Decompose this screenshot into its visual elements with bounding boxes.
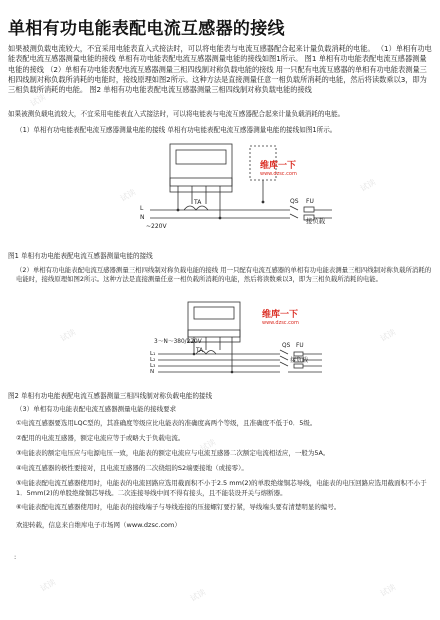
requirement-item: ②配用的电流互感器，额定电流应等于或略大于负载电流。 [16, 434, 185, 442]
figure-1-caption: 图1 单相有功电能表配电流互感器测量电能的接线 [8, 252, 153, 260]
requirement-item: ④电流互感器的极性要接对，且电流互感器的二次绕组的S2端要接地（或接零）。 [16, 464, 248, 472]
paragraph-1: 如果被测负载电流较大，不宜采用电能表直入式接法时，可以将电能表与电流互感器配合起来计量负载消耗的电能。 [8, 110, 345, 118]
fig1-qs-label: QS [290, 198, 299, 205]
logo-stamp-2: 维库一下 www.dzsc.com [262, 310, 299, 326]
requirements-title: （3）单相有功电能表配电流互感器测量电能的接线要求 [16, 405, 177, 413]
figure-2-caption: 图2 单相有功电能表配电流互感器测量三相四线制对称负载电能的接线 [8, 392, 213, 400]
meter-box [170, 144, 232, 192]
watermark: 试读 [378, 582, 398, 599]
fig2-qs-label: QS [282, 343, 291, 349]
requirement-item: ③电能表的额定电压应与电源电压一致，电能表的额定电流应与电流互感器二次额定电流相适应，一般为5A。 [16, 449, 330, 457]
watermark: 试读 [378, 327, 398, 344]
footer-note: 欢迎转载，信息来自维库电子市场网（www.dzsc.com） [16, 521, 181, 529]
fig2-l3-label: L₃ [150, 363, 156, 369]
watermark: 试读 [38, 577, 58, 594]
fig2-fu-label: FU [296, 343, 304, 349]
fig1-ta-label: TA [194, 199, 202, 206]
intro-paragraph: 如果被测负载电流较大，不宜采用电能表直入式接法时，可以将电能表与电流互感器配合起来计量负载消耗的电能。 （1）单相有功电能表配电流互感器测量电能的接线 单相有功电能表配电流互感器测量电能的接线如图1所示。 图1 单相有功电能表配电流互感器测量电能的接线 （2）单相有功电能表配电流互感器测量三相四线制对称负载电能的接线 用一只配有电流互感器的单相有功电能表测量三相四线制对称负载所消耗的电能时，接线原理如图2所示。这种方法是直接测量任意一相负载所消耗的电能，然后将读数乘以3，即为三相负载所消耗的电能。 图2 单相有功电能表配电流互感器测量三相四线制对称负载电能的接线 [8, 44, 432, 95]
watermark: 试读 [58, 327, 78, 344]
requirement-item: ①电流互感器要选用LQC型的，其准确度等级应比电能表的准确度高两个等级，且准确度不低于0．5级。 [16, 419, 317, 427]
watermark: 试读 [188, 587, 208, 604]
watermark: 试读 [118, 187, 138, 204]
trailing-mark: : [14, 553, 17, 561]
logo-stamp-1: 维库一下 www.dzsc.com [260, 161, 297, 177]
watermark: 试读 [28, 92, 48, 109]
requirement-item: ⑤电能表配电流互感器使用时，电能表的电流回路应选用截面积不小于2.5 mm(2)的单股绝缘铜芯导线，电能表的电压回路应选用截面积不小于1．5mm(2)的单股绝缘铜芯导线。二次连接导线中间不得有接头，且不能装设开关与熔断器。 [16, 479, 427, 497]
fig1-n-label: N [140, 214, 145, 221]
fig2-load-label: 接负载 [290, 357, 309, 364]
paragraph-3: （2）单相有功电能表配电流互感器测量三相四线制对称负载电能的接线 用一只配有电流互感器的单相有功电能表测量三相四线制对称负载所消耗的电能时，接线原理如图2所示。这种方法是直接测量任意一相负载所消耗的电能，然后将读数乘以3，即为三相负载所消耗的电能。 [16, 266, 432, 284]
requirement-item: ⑥电能表配电流互感器使用时，电能表的接线端子与导线连接的压接螺钉要拧紧，导线端头要有清楚明显的编号。 [16, 503, 341, 511]
fig1-voltage-label: ~220V [146, 223, 167, 230]
fig2-l1-label: L₁ [150, 351, 156, 357]
fig2-voltage-label: 3～N～380/220V [154, 339, 202, 345]
paragraph-2: （1）单相有功电能表配电流互感器测量电能的接线 单相有功电能表配电流互感器测量电能的接线如图1所示。 [16, 126, 337, 134]
page-title: 单相有功电能表配电流互感器的接线 [8, 19, 285, 39]
fig1-l-label: L [140, 205, 144, 212]
fig2-ta-label: TA [196, 348, 204, 354]
fig1-load-label: 接负载 [306, 217, 326, 225]
fig2-n-label: N [150, 369, 155, 375]
watermark: 试读 [198, 437, 218, 454]
fig2-l2-label: L₂ [150, 357, 156, 363]
watermark: 试读 [358, 177, 378, 194]
fig1-fu-label: FU [306, 198, 314, 205]
